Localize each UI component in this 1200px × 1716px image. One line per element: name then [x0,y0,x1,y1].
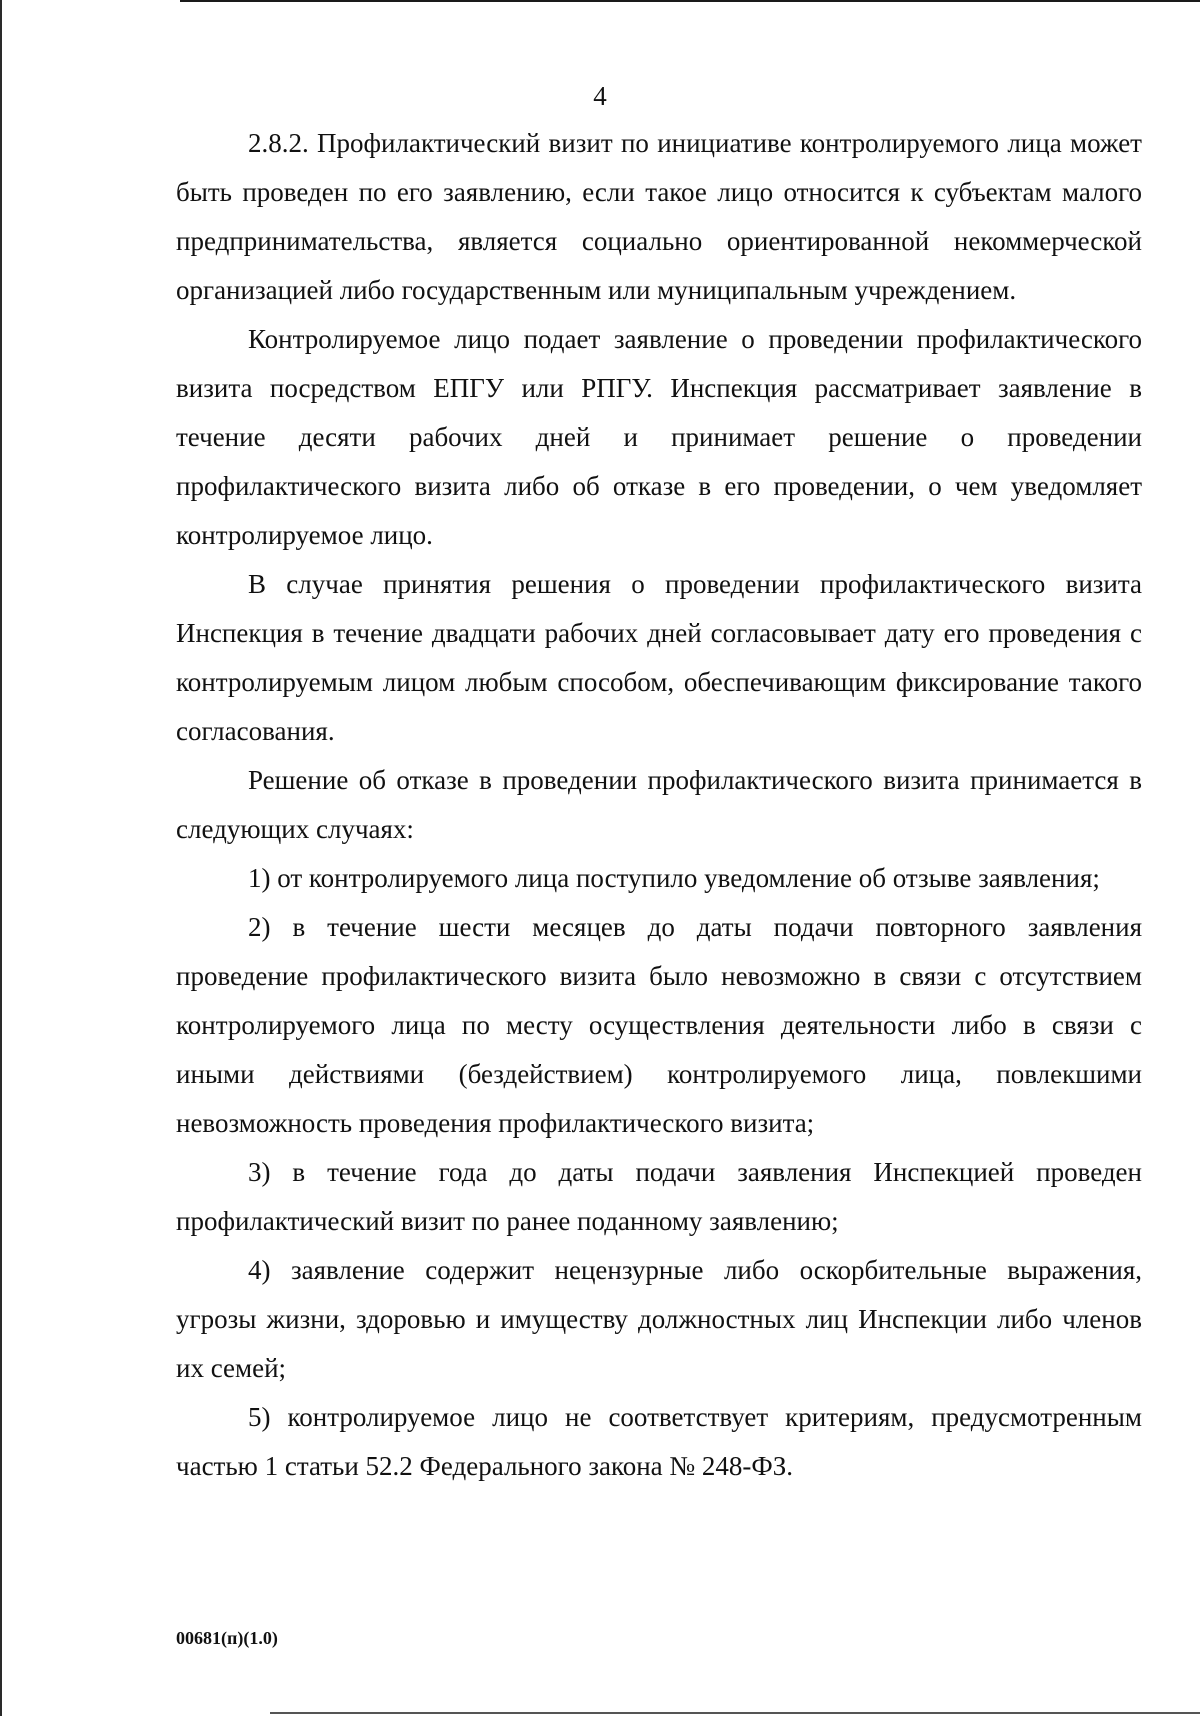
paragraph-refusal-intro: Решение об отказе в проведении профилактического визита принимается в следующих случаях: [176,765,1142,844]
document-body [176,119,1142,1491]
page-number: 4 [593,81,607,111]
scan-edge-top [180,0,1200,2]
list-item-1: 1) от контролируемого лица поступило уведомление об отзыве заявления; [248,863,1100,893]
list-item-3: 3) в течение года до даты подачи заявления Инспекцией проведен профилактический визит по ранее поданному заявлению; [176,1157,1142,1236]
paragraph-visit-date-agreement: В случае принятия решения о проведении профилактического визита Инспекция в течение двадцати рабочих дней согласовывает дату его проведения с контролируемым лицом любым способом, обеспечивающим фиксирование такого согласования. [176,569,1142,746]
list-item-4: 4) заявление содержит нецензурные либо оскорбительные выражения, угрозы жизни, здоровью и имуществу должностных лиц Инспекции либо членов их семей; [176,1255,1142,1383]
list-item-2: 2) в течение шести месяцев до даты подачи повторного заявления проведение профилактического визита было невозможно в связи с отсутствием контролируемого лица по месту осуществления деятельности либо в связи с иными действиями (бездействием) контролируемого лица, повлекшими невозможность проведения профилактического визита; [176,912,1142,1138]
footer-document-code: 00681(п)(1.0) [176,1628,278,1648]
scan-edge-left [0,0,2,1716]
paragraph-application-submission: Контролируемое лицо подает заявление о проведении профилактического визита посредством ЕПГУ или РПГУ. Инспекция рассматривает заявление в течение десяти рабочих дней и принимает решение о проведении профилактического визита либо об отказе в его проведении, о чем уведомляет контролируемое лицо. [176,324,1142,550]
list-item-5: 5) контролируемое лицо не соответствует критериям, предусмотренным частью 1 статьи 52.2 Федерального закона № 248-ФЗ. [176,1402,1142,1481]
paragraph-2-8-2: 2.8.2. Профилактический визит по инициативе контролируемого лица может быть проведен по его заявлению, если такое лицо относится к субъектам малого предпринимательства, является социально ориентированной некоммерческой организацией либо государственным или муниципальным учреждением. [176,128,1142,305]
scan-edge-bottom [270,1712,1200,1714]
